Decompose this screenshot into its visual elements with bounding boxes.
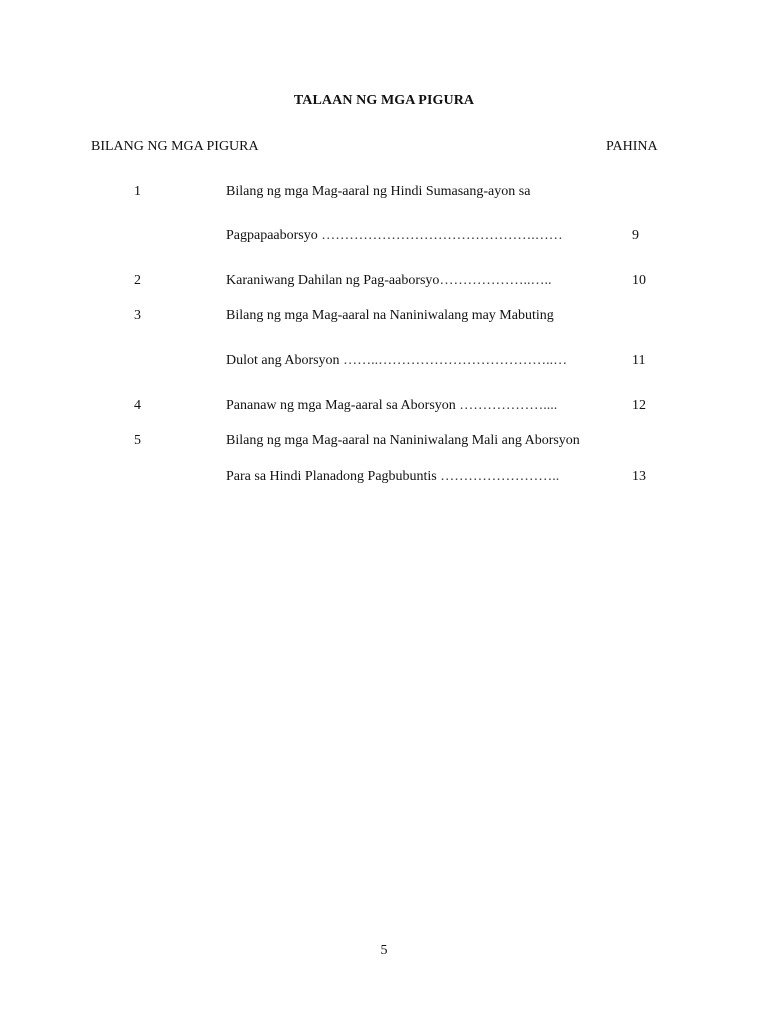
- figure-title-end: Dulot ang Aborsyon: [226, 353, 340, 368]
- figure-number: 4: [134, 398, 141, 413]
- figure-number: 2: [134, 273, 141, 288]
- leader-dots: ……………………………………….……: [321, 228, 563, 243]
- figure-number: 3: [134, 308, 141, 323]
- figure-title-line-2: [226, 469, 559, 485]
- figure-title-text: Karaniwang Dahilan ng Pag-aaborsyo: [226, 273, 440, 288]
- page-number: 10: [632, 273, 646, 288]
- figure-title-line-1: [226, 398, 557, 414]
- page-number: 11: [632, 353, 646, 368]
- column-header-figure-number: BILANG NG MGA PIGURA: [91, 139, 259, 154]
- figure-title-line-1: Bilang ng mga Mag-aaral na Naniniwalang may Mabuting: [226, 308, 554, 323]
- footer-page-number: 5: [380, 943, 388, 958]
- figure-title-line-1: Bilang ng mga Mag-aaral ng Hindi Sumasang-ayon sa: [226, 184, 531, 199]
- page-number: 13: [632, 469, 646, 484]
- leader-dots: ………………....: [459, 398, 558, 413]
- page-number: 12: [632, 398, 646, 413]
- figure-title-line-1: [226, 273, 551, 289]
- figure-number: 1: [134, 184, 141, 199]
- figure-title-end: Para sa Hindi Planadong Pagbubuntis: [226, 469, 437, 484]
- figure-title-line-1: Bilang ng mga Mag-aaral na Naniniwalang Mali ang Aborsyon: [226, 433, 580, 448]
- page-title: TALAAN NG MGA PIGURA: [293, 93, 475, 108]
- leader-dots: ……………………..: [440, 469, 560, 484]
- page-number: 9: [632, 228, 639, 243]
- column-header-page: PAHINA: [606, 139, 658, 154]
- leader-dots: ………………..…..: [439, 273, 552, 288]
- figure-number: 5: [134, 433, 141, 448]
- leader-dots: ……..………………………………..…: [343, 353, 568, 368]
- figure-title-line-2: [226, 353, 567, 369]
- figure-title-end: Pagpapaaborsyo: [226, 228, 318, 243]
- figure-title-line-2: [226, 228, 563, 244]
- figure-title-text: Pananaw ng mga Mag-aaral sa Aborsyon: [226, 398, 456, 413]
